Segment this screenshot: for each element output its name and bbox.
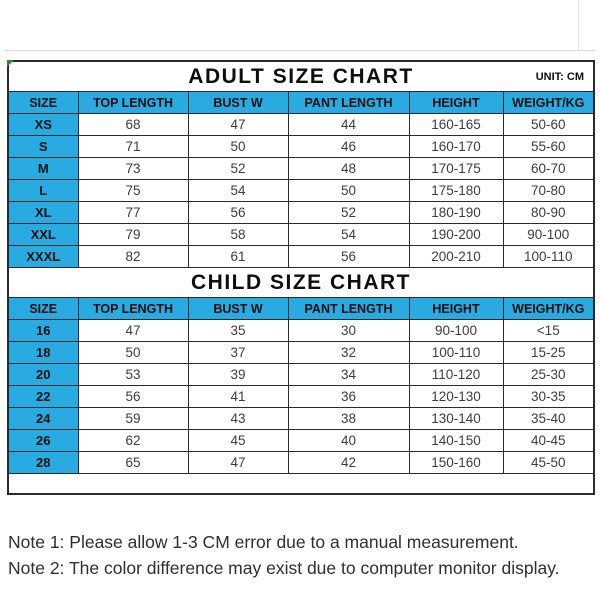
value-cell: 32	[288, 342, 409, 364]
value-cell: 160-165	[409, 114, 503, 136]
column-header-pant-length: PANT LENGTH	[288, 298, 409, 320]
value-cell: 35-40	[503, 408, 594, 430]
size-label: 16	[8, 320, 78, 342]
size-label: 24	[8, 408, 78, 430]
child-chart-title: CHILD SIZE CHART	[191, 270, 411, 294]
adult-row-xl	[8, 202, 594, 224]
value-cell: 79	[78, 224, 188, 246]
value-cell: 48	[288, 158, 409, 180]
value-cell: 82	[78, 246, 188, 268]
adult-row-s	[8, 136, 594, 158]
value-cell: 200-210	[409, 246, 503, 268]
value-cell: 56	[288, 246, 409, 268]
size-label: 26	[8, 430, 78, 452]
column-header-bust-w: BUST W	[188, 92, 288, 114]
child-chart-title-cell	[8, 268, 594, 298]
column-header-height: HEIGHT	[409, 298, 503, 320]
value-cell: 34	[288, 364, 409, 386]
value-cell: 47	[188, 452, 288, 474]
value-cell: 73	[78, 158, 188, 180]
size-label: M	[8, 158, 78, 180]
child-row-28	[8, 452, 594, 474]
value-cell: 71	[78, 136, 188, 158]
column-header-weight-kg: WEIGHT/KG	[503, 298, 594, 320]
value-cell: 90-100	[503, 224, 594, 246]
adult-title-row	[8, 61, 594, 92]
value-cell: 25-30	[503, 364, 594, 386]
child-row-24	[8, 408, 594, 430]
value-cell: 47	[188, 114, 288, 136]
green-corner-marker-icon	[7, 60, 14, 67]
value-cell: 56	[188, 202, 288, 224]
value-cell: 130-140	[409, 408, 503, 430]
adult-row-m	[8, 158, 594, 180]
value-cell: 60-70	[503, 158, 594, 180]
value-cell: 62	[78, 430, 188, 452]
column-header-weight-kg: WEIGHT/KG	[503, 92, 594, 114]
size-chart-table	[7, 60, 595, 495]
value-cell: 80-90	[503, 202, 594, 224]
value-cell: 70-80	[503, 180, 594, 202]
value-cell: 100-110	[409, 342, 503, 364]
value-cell: 46	[288, 136, 409, 158]
note-2: Note 2: The color difference may exist due to computer monitor display.	[8, 558, 560, 578]
child-title-row	[8, 268, 594, 298]
bottom-empty-cell	[8, 474, 594, 495]
child-row-16	[8, 320, 594, 342]
value-cell: 77	[78, 202, 188, 224]
value-cell: 175-180	[409, 180, 503, 202]
value-cell: 50	[288, 180, 409, 202]
value-cell: 47	[78, 320, 188, 342]
adult-row-xxxl	[8, 246, 594, 268]
value-cell: 50	[78, 342, 188, 364]
value-cell: 190-200	[409, 224, 503, 246]
child-header-row	[8, 298, 594, 320]
child-row-22	[8, 386, 594, 408]
adult-row-xs	[8, 114, 594, 136]
adult-row-l	[8, 180, 594, 202]
child-row-20	[8, 364, 594, 386]
value-cell: 41	[188, 386, 288, 408]
value-cell: 53	[78, 364, 188, 386]
child-row-26	[8, 430, 594, 452]
value-cell: 140-150	[409, 430, 503, 452]
size-label: XL	[8, 202, 78, 224]
value-cell: 45-50	[503, 452, 594, 474]
child-row-18	[8, 342, 594, 364]
value-cell: 40	[288, 430, 409, 452]
value-cell: 43	[188, 408, 288, 430]
value-cell: 50	[188, 136, 288, 158]
value-cell: 52	[188, 158, 288, 180]
value-cell: 65	[78, 452, 188, 474]
value-cell: 160-170	[409, 136, 503, 158]
unit-label: UNIT: CM	[535, 70, 584, 83]
value-cell: 110-120	[409, 364, 503, 386]
value-cell: 58	[188, 224, 288, 246]
value-cell: 45	[188, 430, 288, 452]
value-cell: 37	[188, 342, 288, 364]
adult-row-xxl	[8, 224, 594, 246]
size-label: XS	[8, 114, 78, 136]
column-header-size: SIZE	[8, 92, 78, 114]
value-cell: 59	[78, 408, 188, 430]
column-header-top-length: TOP LENGTH	[78, 92, 188, 114]
value-cell: 120-130	[409, 386, 503, 408]
column-header-pant-length: PANT LENGTH	[288, 92, 409, 114]
column-header-top-length: TOP LENGTH	[78, 298, 188, 320]
value-cell: <15	[503, 320, 594, 342]
value-cell: 30	[288, 320, 409, 342]
value-cell: 39	[188, 364, 288, 386]
notes	[8, 529, 560, 581]
value-cell: 42	[288, 452, 409, 474]
value-cell: 68	[78, 114, 188, 136]
value-cell: 75	[78, 180, 188, 202]
size-label: XXL	[8, 224, 78, 246]
value-cell: 56	[78, 386, 188, 408]
value-cell: 35	[188, 320, 288, 342]
adult-header-row	[8, 92, 594, 114]
size-label: 28	[8, 452, 78, 474]
adult-chart-title-cell	[8, 61, 594, 92]
value-cell: 36	[288, 386, 409, 408]
size-label: 22	[8, 386, 78, 408]
size-label: S	[8, 136, 78, 158]
value-cell: 150-160	[409, 452, 503, 474]
size-label: 20	[8, 364, 78, 386]
size-label: XXXL	[8, 246, 78, 268]
value-cell: 54	[188, 180, 288, 202]
value-cell: 90-100	[409, 320, 503, 342]
size-label: 18	[8, 342, 78, 364]
value-cell: 100-110	[503, 246, 594, 268]
value-cell: 44	[288, 114, 409, 136]
value-cell: 54	[288, 224, 409, 246]
column-header-size: SIZE	[8, 298, 78, 320]
value-cell: 61	[188, 246, 288, 268]
value-cell: 38	[288, 408, 409, 430]
note-1: Note 1: Please allow 1-3 CM error due to a manual measurement.	[8, 532, 519, 552]
value-cell: 15-25	[503, 342, 594, 364]
column-header-bust-w: BUST W	[188, 298, 288, 320]
value-cell: 30-35	[503, 386, 594, 408]
bottom-empty-row	[8, 474, 594, 495]
column-header-height: HEIGHT	[409, 92, 503, 114]
value-cell: 180-190	[409, 202, 503, 224]
value-cell: 170-175	[409, 158, 503, 180]
adult-chart-title: ADULT SIZE CHART	[188, 64, 414, 88]
value-cell: 40-45	[503, 430, 594, 452]
image-edge-line-vertical	[578, 0, 579, 50]
size-label: L	[8, 180, 78, 202]
value-cell: 55-60	[503, 136, 594, 158]
value-cell: 50-60	[503, 114, 594, 136]
image-edge-line	[4, 50, 596, 51]
value-cell: 52	[288, 202, 409, 224]
